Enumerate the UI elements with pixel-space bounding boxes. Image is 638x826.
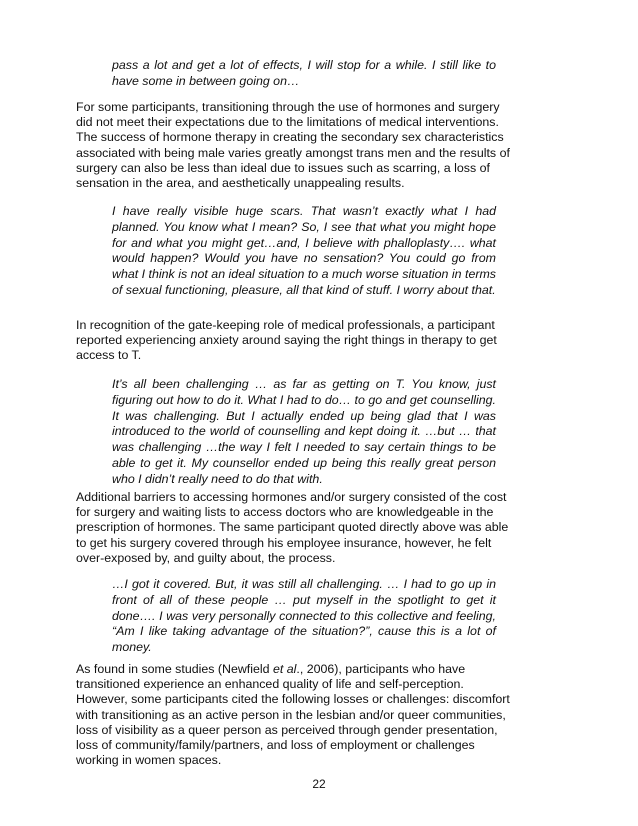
paragraph-gate-keeping: In recognition of the gate-keeping role of medical professionals, a participant reported experiencing anxiety around saying the right things in therapy to get access to T. [76,318,497,363]
paragraph-losses-rest: ., 2006), participants who have transitioned experience an enhanced quality of life and self-perception. However, some participants cited the following losses or challenges: discomfort with transitioning as an active person in the lesbian and/or queer communities, loss of visibility as a queer person as perceived through gender presentation, loss of community/family/partners, and loss of employment or challenges working in women spaces. [76,662,510,768]
paragraph-losses-start: As found in some studies (Newfield [76,662,273,676]
paragraph-losses [76,662,516,768]
block-quote-covered: …I got it covered. But, it was still all challenging. … I had to go up in front of all of these people … put myself in the spotlight to get it done…. I was very personally connected to this collective and feeling, “Am I like taking advantage of the situation?”, cause this is a lot of money. [112,577,496,655]
paragraph-hormone-expectations: For some participants, transitioning through the use of hormones and surgery did not meet their expectations due to the limitations of medical interventions. The success of hormone therapy in creating the secondary sex characteristics associated with being male varies greatly amongst trans men and the results of surgery can also be less than ideal due to issues such as scarring, a loss of sensation in the area, and aesthetically unappealing results. [76,100,510,191]
citation-et-al: et al [272,662,297,676]
paragraph-barriers: Additional barriers to accessing hormones and/or surgery consisted of the cost for surgery and waiting lists to access doctors who are knowledgeable in the prescription of hormones. The same participant quoted directly above was able to get his surgery covered through his employee insurance, however, he felt over-exposed by, and guilty about, the process. [76,490,509,565]
block-quote-challenging: It’s all been challenging … as far as getting on T. You know, just figuring out how to do it. What I had to do… to go and get counselling. It was challenging. But I actually ended up being glad that I was introduced to the world of counselling and kept doing it. …but … that was challenging …the way I felt I needed to say certain things to be able to get it. My counsellor ended up being this really great person who I didn’t really need to do that with. [112,377,496,486]
block-quote-continued: pass a lot and get a lot of effects, I will stop for a while. I still like to have some in between going on… [112,58,496,88]
block-quote-scars: I have really visible huge scars. That wasn’t exactly what I had planned. You know what I mean? So, I see that what you might hope for and what you might get…and, I believe with phalloplasty…. what would happen? Would you have no sensation? You could go from what I think is not an ideal situation to a much worse situation in terms of sexual functioning, pleasure, all that kind of stuff. I worry about that. [112,204,496,297]
page-number: 22 [312,777,326,791]
